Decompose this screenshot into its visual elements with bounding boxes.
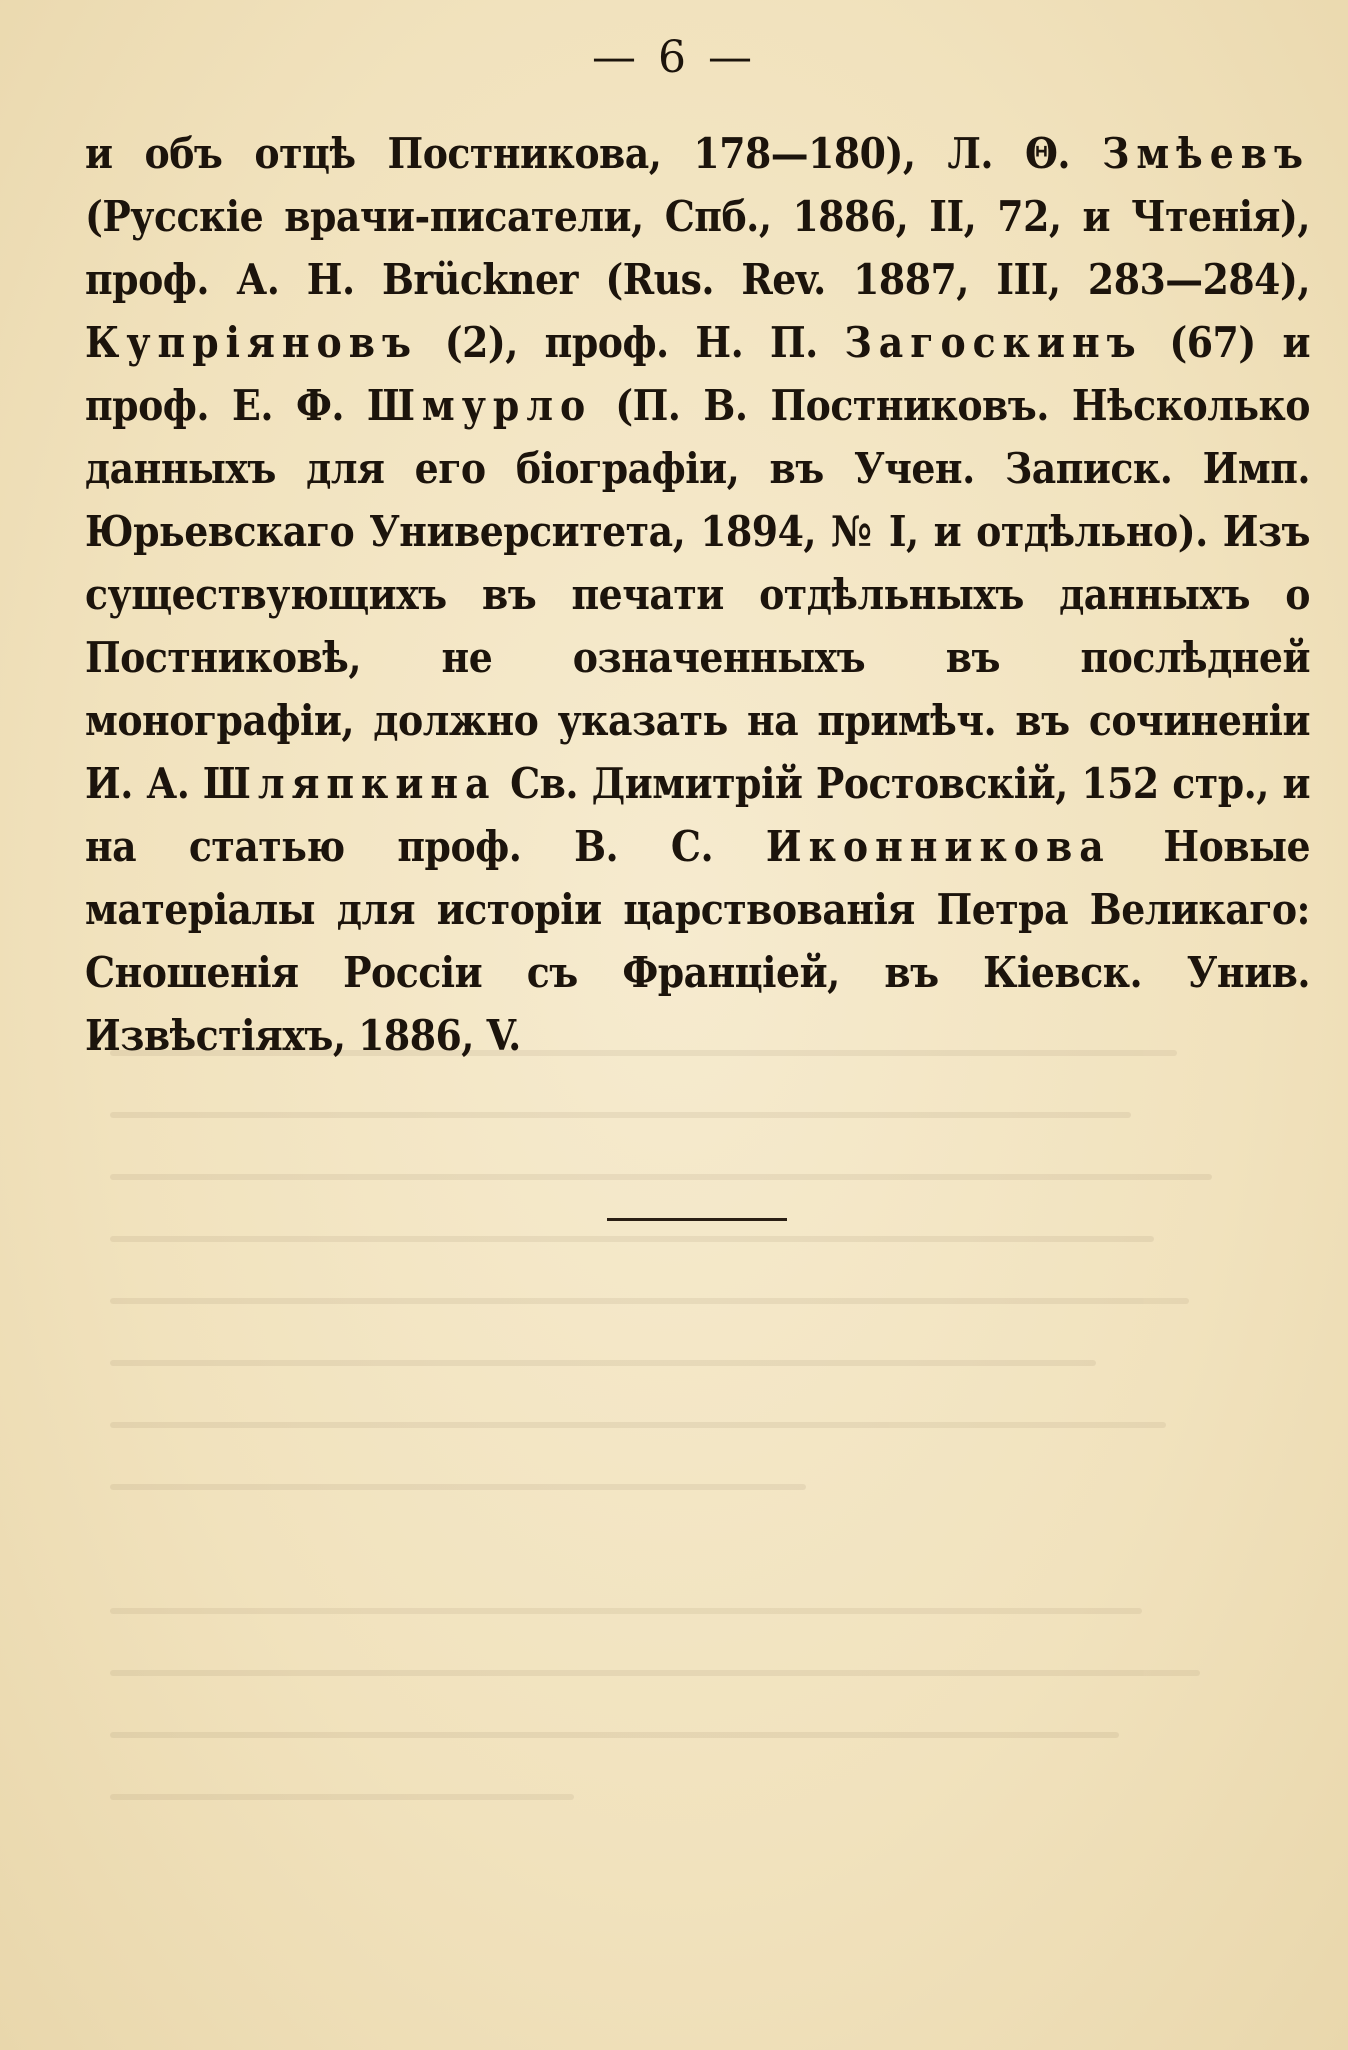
reverse-side-bleed-through xyxy=(110,1050,1270,1950)
text-segment: Новые матеріалы для исторіи царствованія Петра Великаго: Сношенія Россіи съ Франціей, въ Кіевск. Унив. Извѣстіяхъ, 1886, V. xyxy=(85,822,1311,1060)
spaced-name: Шляпкина xyxy=(202,759,497,808)
spaced-name: Змѣевъ xyxy=(1102,129,1310,178)
section-divider-rule xyxy=(607,1218,787,1221)
spaced-name: Иконникова xyxy=(765,822,1111,871)
text-segment: (2), проф. Н. П. xyxy=(418,318,845,367)
page-number: — 6 — xyxy=(592,32,756,83)
body-paragraph xyxy=(85,122,1310,1067)
text-segment: (П. В. Постниковъ. Нѣсколько данныхъ для его біографіи, въ Учен. Записк. Имп. Юрьевскаго Университета, 1894, № I, и отдѣльно). Изъ существующихъ въ печати отдѣльныхъ данныхъ о Постниковѣ, не означенныхъ въ послѣдней монографіи, должно указать на примѣч. въ сочиненіи И. А. xyxy=(85,381,1310,808)
text-segment: Св. Димитрій Ростовскій, 152 стр., и на статью проф. В. С. xyxy=(85,759,1310,871)
spaced-name: Шмурло xyxy=(366,381,593,430)
spaced-name: Загоскинъ xyxy=(844,318,1143,367)
text-segment: (Русскіе врачи-писатели, Спб., 1886, II, 72, и Чтенія), проф. А. Н. Brückner (Rus. Rev. 1887, III, 283—284), xyxy=(85,192,1310,304)
text-segment: и объ отцѣ Постникова, 178—180), Л. Θ. xyxy=(85,129,1103,178)
text-segment: (67) и проф. Е. Ф. xyxy=(85,318,1310,430)
spaced-name: Купріяновъ xyxy=(85,318,418,367)
